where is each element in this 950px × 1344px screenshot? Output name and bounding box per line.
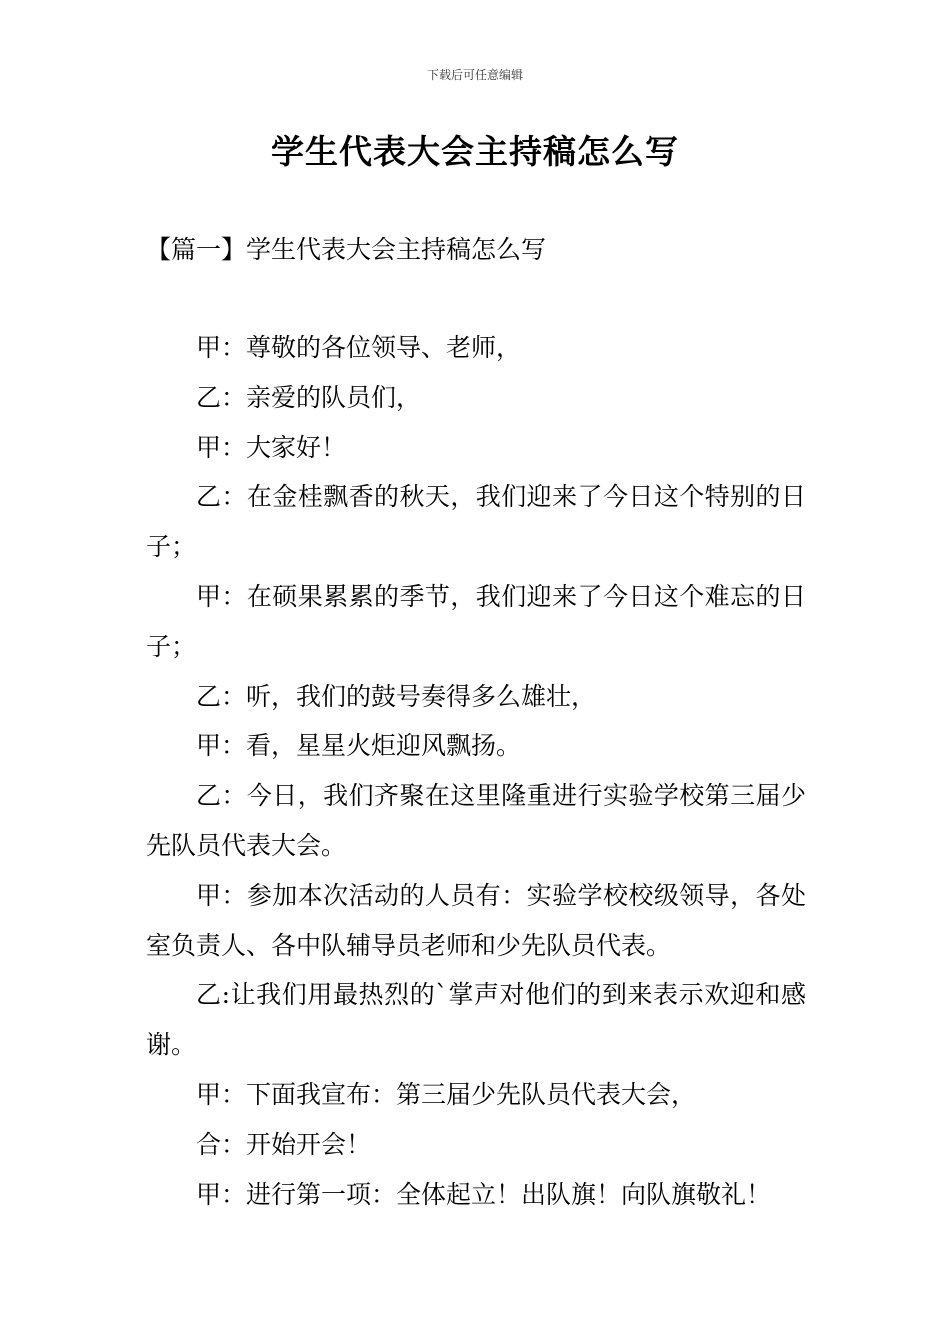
paragraph: 乙：亲爱的队员们， (196, 382, 422, 412)
paragraph: 甲：进行第一项：全体起立！出队旗！向队旗敬礼！ (196, 1179, 772, 1209)
paragraph: 合：开始开会！ (196, 1129, 372, 1159)
paragraph: 乙：今日，我们齐聚在这里隆重进行实验学校第三届少先队员代表大会。 (146, 781, 806, 860)
section-heading: 【篇一】学生代表大会主持稿怎么写 (146, 235, 547, 264)
document-title: 学生代表大会主持稿怎么写 (271, 132, 679, 171)
paragraph: 甲：参加本次活动的人员有：实验学校校级领导，各处室负责人、各中队辅导员老师和少先队员代表。 (146, 880, 806, 960)
paragraph: 乙：在金桂飘香的秋天，我们迎来了今日这个特别的日子； (146, 482, 806, 562)
paragraph: 甲：看，星星火炬迎风飘扬。 (196, 731, 522, 761)
paragraph: 甲：下面我宣布：第三届少先队员代表大会， (196, 1079, 697, 1109)
paragraph: 甲：尊敬的各位领导、老师， (196, 333, 522, 362)
paragraph: 甲：在硕果累累的季节，我们迎来了今日这个难忘的日子； (146, 581, 806, 661)
paragraph: 乙：听，我们的鼓号奏得多么雄壮， (196, 681, 597, 711)
document-body (146, 323, 806, 1219)
paragraph: 甲：大家好！ (196, 432, 347, 462)
paragraph: 乙:让我们用最热烈的`掌声对他们的到来表示欢迎和感谢。 (146, 980, 806, 1060)
page-header-note: 下载后可任意编辑 (426, 68, 523, 82)
